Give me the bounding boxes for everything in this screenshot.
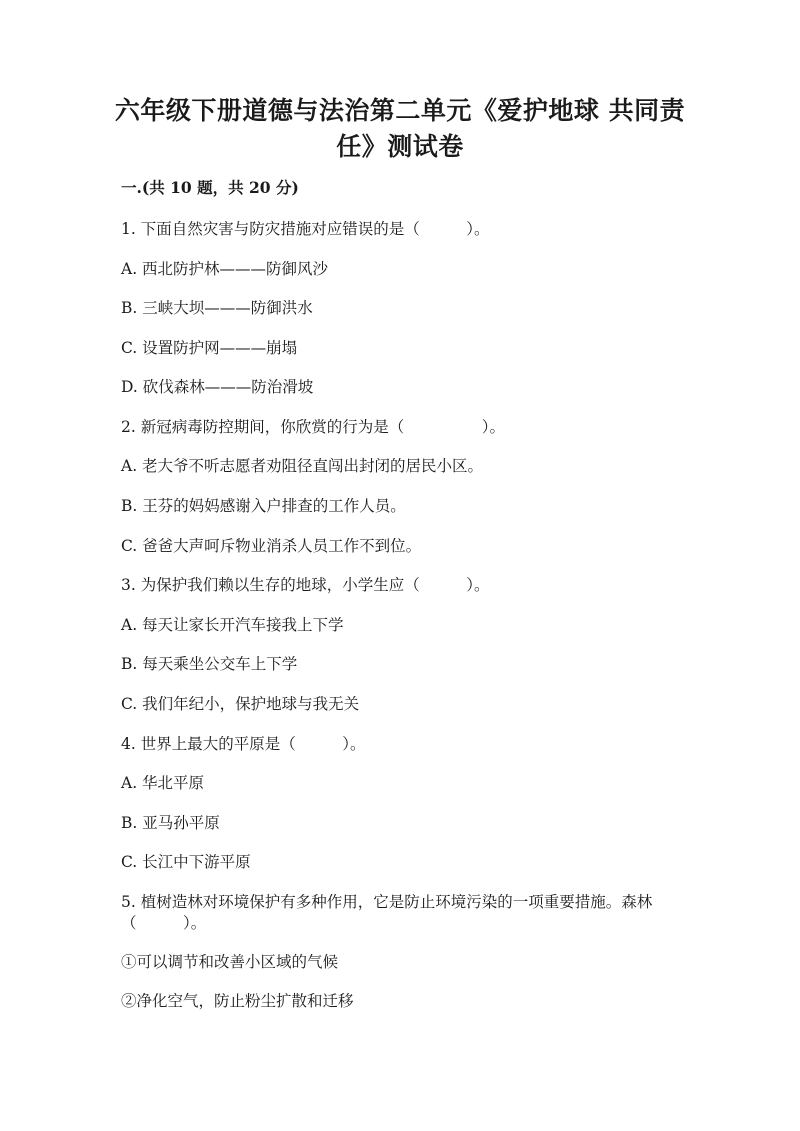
question-1-option-d: D. 砍伐森林———防治滑坡 [121, 378, 314, 396]
question-1-option-a: A. 西北防护林———防御风沙 [121, 260, 329, 278]
question-5-statement-2: ②净化空气，防止粉尘扩散和迁移 [121, 992, 354, 1010]
question-1-stem: 1. 下面自然灾害与防灾措施对应错误的是（ ）。 [121, 220, 490, 238]
question-4-option-c: C. 长江中下游平原 [121, 853, 251, 871]
page-title [100, 93, 700, 165]
question-4-option-a: A. 华北平原 [121, 774, 205, 792]
question-2-stem: 2. 新冠病毒防控期间，你欣赏的行为是（ ）。 [121, 418, 505, 436]
question-4-stem: 4. 世界上最大的平原是（ ）。 [121, 735, 366, 753]
question-2-option-a: A. 老大爷不听志愿者劝阻径直闯出封闭的居民小区。 [121, 457, 484, 475]
question-2-option-c: C. 爸爸大声呵斥物业消杀人员工作不到位。 [121, 537, 422, 555]
question-4-option-b: B. 亚马孙平原 [121, 814, 220, 832]
section-heading: 一.(共 10 题，共 20 分) [121, 178, 299, 197]
page-title-line-2: 任》测试卷 [336, 132, 464, 161]
question-5-statement-1: ①可以调节和改善小区域的气候 [121, 953, 339, 971]
question-1-option-c: C. 设置防护网———崩塌 [121, 339, 298, 357]
question-5-stem: 5. 植树造林对环境保护有多种作用，它是防止环境污染的一项重要措施。森林（ ）。 [121, 893, 653, 932]
question-1-option-b: B. 三峡大坝———防御洪水 [121, 299, 313, 317]
question-3-option-c: C. 我们年纪小，保护地球与我无关 [121, 695, 360, 713]
question-2-option-b: B. 王芬的妈妈感谢入户排查的工作人员。 [121, 497, 406, 515]
page-title-line-1: 六年级下册道德与法治第二单元《爱护地球 共同责 [114, 96, 686, 125]
question-3-option-b: B. 每天乘坐公交车上下学 [121, 655, 298, 673]
question-3-stem: 3. 为保护我们赖以生存的地球，小学生应（ ）。 [121, 576, 490, 594]
question-3-option-a: A. 每天让家长开汽车接我上下学 [121, 616, 344, 634]
